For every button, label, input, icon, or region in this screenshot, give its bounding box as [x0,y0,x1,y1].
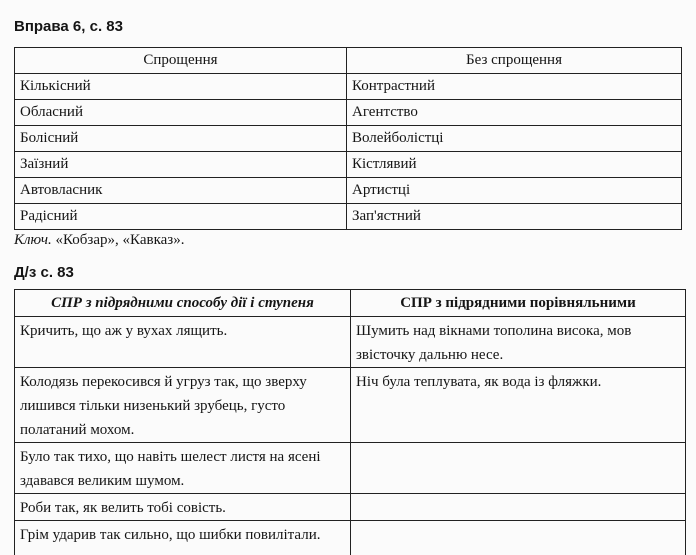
simplification-table [14,47,682,230]
table-cell: Грім ударив так сильно, що шибки повилітали. [15,521,351,555]
table-row [15,126,682,152]
table-cell: Кількісний [15,74,347,100]
table-row [15,317,686,368]
table-cell: Заїзний [15,152,347,178]
table-row [15,443,686,494]
table-cell: Обласний [15,100,347,126]
table-cell: Ніч була теплувата, як вода із фляжки. [351,368,686,443]
key-line [14,232,184,249]
table-cell: Кричить, що аж у вухах лящить. [15,317,351,368]
table-row [15,204,682,230]
table-row [15,152,682,178]
column-header: СПР з підрядними порівняльними [351,290,686,317]
table-cell: Артистці [347,178,682,204]
table-cell: Колодязь перекосився й угруз так, що зверху лишився тільки низенький зрубець, густо полатаний мохом. [15,368,351,443]
table-cell: Зап'ястний [347,204,682,230]
table-cell: Роби так, як велить тобі совість. [15,494,351,521]
table-row [15,100,682,126]
key-text: «Кобзар», «Кавказ». [55,232,185,248]
key-label: Ключ. [14,232,52,248]
table-row [15,178,682,204]
table-cell: Кістлявий [347,152,682,178]
table-cell: Болісний [15,126,347,152]
table-cell [351,494,686,521]
table-cell: Контрастний [347,74,682,100]
table-cell: Шумить над вікнами тополина висока, мов звісточку дальню несе. [351,317,686,368]
table-row [15,74,682,100]
table-row [15,368,686,443]
table-row [15,521,686,555]
table-cell: Автовласник [15,178,347,204]
table-cell: Радісний [15,204,347,230]
table-cell [351,521,686,555]
exercise-title: Вправа 6, с. 83 [14,18,123,35]
homework-title: Д/з с. 83 [14,264,74,281]
column-header: Спрощення [15,48,347,74]
column-header: Без спрощення [347,48,682,74]
table-cell: Було так тихо, що навіть шелест листя на ясені здавався великим шумом. [15,443,351,494]
table-cell: Волейболістці [347,126,682,152]
table-row [15,494,686,521]
table-cell [351,443,686,494]
column-header: СПР з підрядними способу дії і ступеня [15,290,351,317]
homework-table [14,289,686,555]
table-cell: Агентство [347,100,682,126]
